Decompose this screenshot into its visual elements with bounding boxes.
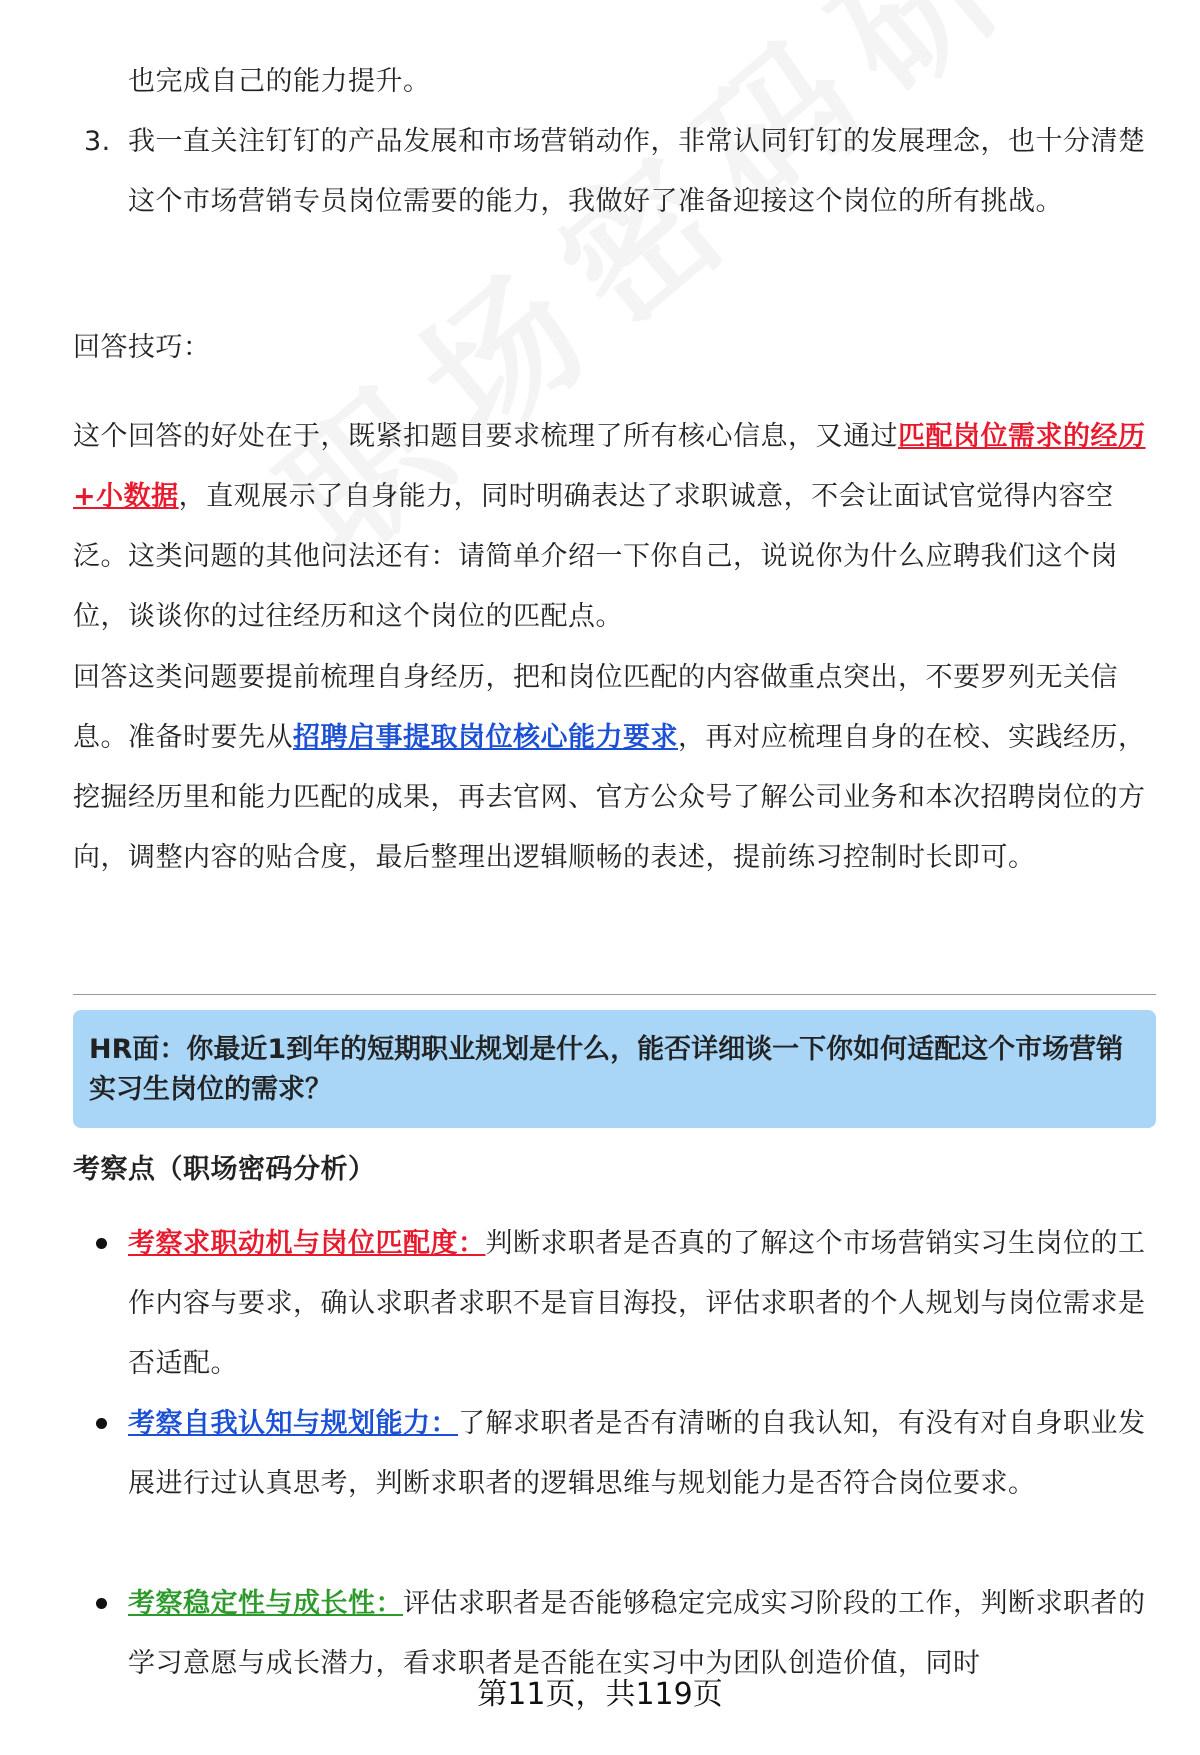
list-item-3 xyxy=(84,112,1148,232)
bullet-dot-icon xyxy=(96,1238,107,1249)
question-box xyxy=(73,1010,1156,1128)
bullet-text xyxy=(128,1214,1151,1394)
explanation-paragraph xyxy=(73,407,1149,647)
bullet-body: 评估求职者是否能够稳定完成实习阶段的工作，判断求职者的学习意愿与成长潜力，看求职者是否能在实习中为团队创造价值，同时 xyxy=(128,1588,1146,1679)
advice-paragraph xyxy=(73,648,1149,888)
divider xyxy=(73,994,1156,995)
bullet-dot-icon xyxy=(96,1418,107,1429)
paragraph-text: 回答这类问题要提前梳理自身经历，把和岗位匹配的内容做重点突出，不要罗列无关信息。准备时要先从 xyxy=(73,662,1118,753)
bullet-label: 考察自我认知与规划能力： xyxy=(128,1408,458,1439)
highlight-red: 匹配岗位需求的经历+小数据 xyxy=(73,421,1146,512)
section-title: 考察点（职场密码分析） xyxy=(73,1154,376,1185)
bullet-dot-icon xyxy=(96,1598,107,1609)
list-item xyxy=(96,1394,1151,1514)
list-item-number: 3. xyxy=(84,126,111,157)
bullet-body: 了解求职者是否有清晰的自我认知，有没有对自身职业发展进行过认真思考，判断求职者的逻辑思维与规划能力是否符合岗位要求。 xyxy=(128,1408,1146,1499)
continuation-line: 也完成自己的能力提升。 xyxy=(128,66,431,97)
paragraph-text: ，直观展示了自身能力，同时明确表达了求职诚意，不会让面试官觉得内容空泛。这类问题的其他问法还有：请简单介绍一下你自己，说说你为什么应聘我们这个岗位，谈谈你的过往经历和这个岗位的匹配点。 xyxy=(73,481,1118,632)
page-number: 第11页，共119页 xyxy=(477,1677,723,1712)
highlight-blue: 招聘启事提取岗位核心能力要求 xyxy=(293,722,678,753)
tips-label: 回答技巧： xyxy=(73,332,211,363)
paragraph-text: ，再对应梳理自身的在校、实践经历，挖掘经历里和能力匹配的成果，再去官网、官方公众号了解公司业务和本次招聘岗位的方向，调整内容的贴合度，最后整理出逻辑顺畅的表述，提前练习控制时长即可。 xyxy=(73,722,1146,873)
list-item-text: 我一直关注钉钉的产品发展和市场营销动作，非常认同钉钉的发展理念，也十分清楚这个市场营销专员岗位需要的能力，我做好了准备迎接这个岗位的所有挑战。 xyxy=(128,126,1146,217)
question-text: HR面：你最近1到年的短期职业规划是什么，能否详细谈一下你如何适配这个市场营销实习生岗位的需求？ xyxy=(89,1034,1124,1105)
list-item xyxy=(96,1214,1151,1394)
bullet-text xyxy=(128,1394,1151,1514)
bullet-label: 考察求职动机与岗位匹配度： xyxy=(128,1228,486,1259)
bullet-label: 考察稳定性与成长性： xyxy=(128,1588,403,1619)
bullet-body: 判断求职者是否真的了解这个市场营销实习生岗位的工作内容与要求，确认求职者求职不是盲目海投，评估求职者的个人规划与岗位需求是否适配。 xyxy=(128,1228,1146,1379)
paragraph-text: 这个回答的好处在于，既紧扣题目要求梳理了所有核心信息，又通过 xyxy=(73,421,898,452)
